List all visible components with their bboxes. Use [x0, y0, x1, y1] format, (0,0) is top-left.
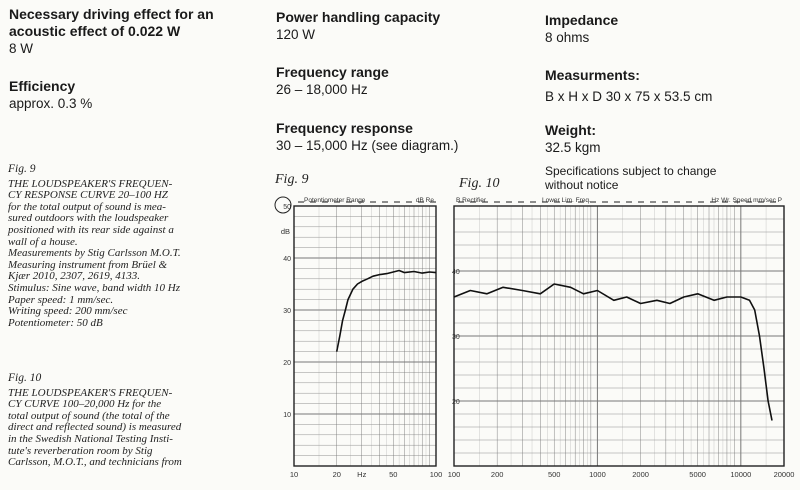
fig9-chart	[270, 194, 442, 484]
chart-frame	[294, 206, 436, 466]
y-tick-label: 50	[283, 204, 291, 211]
spec-driving-effect-value: 8 W	[9, 41, 34, 56]
spec-weight	[545, 122, 601, 156]
spec-frequency-range-label: Frequency range	[276, 64, 389, 80]
caption-fig10-text: THE LOUDSPEAKER'S FREQUEN- CY CURVE 100–20,000 Hz for the total output of sound (the total of the direct and reflected sound) is measured in the Swedish National Testing Insti- tute's reverberation room by Stig Carlsson, M.O.T., and technicians from	[8, 386, 182, 469]
spec-driving-effect-label: Necessary driving effect for an acoustic effect of 0.022 W	[9, 6, 214, 39]
y-tick-label: 30	[283, 308, 291, 315]
x-tick-label: 1000	[589, 470, 606, 479]
spec-frequency-response-value: 30 – 15,000 Hz (see diagram.)	[276, 138, 459, 153]
fig10-label: Fig. 10	[459, 176, 500, 191]
y-tick-label: 30	[452, 334, 460, 341]
series-line	[337, 271, 436, 352]
x-tick-label: 50	[389, 470, 398, 479]
spec-driving-effect	[9, 6, 269, 57]
spec-measurements-label: Measurments:	[545, 67, 640, 83]
caption-fig9-text: THE LOUDSPEAKER'S FREQUEN- CY RESPONSE CURVE 20–100 HZ for the total output of sound is mea- sured outdoors with the loudspeaker positioned with its rear side against a wall of a house. Measurements by Stig Carlsson M.O.T. Measuring instrument from Brüel & Kjær 2010, 2307, 2619, 4133. Stimulus: Sine wave, band width 10 Hz Paper speed: 1 mm/sec. Writing speed: 200 mm/sec Potentiometer: 50 dB	[8, 177, 181, 329]
fig10-chart	[447, 194, 795, 484]
x-tick-label: 20000	[773, 470, 795, 479]
spec-frequency-response-label: Frequency response	[276, 120, 413, 136]
chart-header: B Rectifier	[456, 197, 486, 204]
spec-efficiency-label: Efficiency	[9, 78, 76, 94]
spec-power	[276, 9, 440, 43]
chart-header-mid: Lower Lim. Freq.	[542, 197, 591, 204]
x-tick-label: Hz	[357, 470, 367, 479]
spec-measurements-value: B x H x D 30 x 75 x 53.5 cm	[545, 89, 713, 104]
spec-efficiency	[9, 78, 92, 112]
spec-efficiency-value: approx. 0.3 %	[9, 96, 93, 111]
chart-header-right: dB Re	[415, 197, 434, 204]
spec-power-label: Power handling capacity	[276, 9, 441, 25]
spec-impedance-label: Impedance	[545, 12, 619, 28]
y-tick-label: 40	[452, 269, 460, 276]
spec-impedance-value: 8 ohms	[545, 30, 590, 45]
spec-weight-value: 32.5 kgm	[545, 140, 601, 155]
caption-fig9-label: Fig. 9	[8, 163, 36, 175]
y-tick-label: 10	[283, 412, 291, 419]
spec-notice: Specifications subject to change without notice	[545, 164, 717, 192]
spec-frequency-range	[276, 64, 389, 98]
y-unit-label: dB	[280, 227, 290, 236]
y-tick-label: 20	[283, 360, 291, 367]
fig9-label: Fig. 9	[275, 172, 309, 187]
y-tick-label: 40	[283, 256, 291, 263]
x-tick-label: 10000	[730, 470, 752, 479]
spec-measurements	[545, 67, 712, 105]
series-line	[454, 284, 772, 421]
spec-impedance	[545, 12, 618, 46]
caption-fig9	[8, 164, 270, 329]
y-tick-label: 20	[452, 399, 460, 406]
caption-fig10	[8, 373, 270, 469]
x-tick-label: 2000	[632, 470, 649, 479]
x-tick-label: 100	[447, 470, 461, 479]
spec-power-value: 120 W	[276, 27, 316, 42]
x-tick-label: 500	[547, 470, 561, 479]
x-tick-label: 5000	[689, 470, 706, 479]
chart-header: Potentiometer Range	[304, 197, 366, 204]
chart-header-right: Hz Wr. Speed mm/sec P	[711, 197, 782, 204]
spec-frequency-range-value: 26 – 18,000 Hz	[276, 82, 368, 97]
spec-weight-label: Weight:	[545, 122, 597, 138]
x-tick-label: 100	[429, 470, 443, 479]
x-tick-label: 200	[490, 470, 504, 479]
caption-fig10-label: Fig. 10	[8, 372, 42, 384]
spec-frequency-response	[276, 120, 458, 154]
x-tick-label: 10	[289, 470, 299, 479]
x-tick-label: 20	[332, 470, 341, 479]
